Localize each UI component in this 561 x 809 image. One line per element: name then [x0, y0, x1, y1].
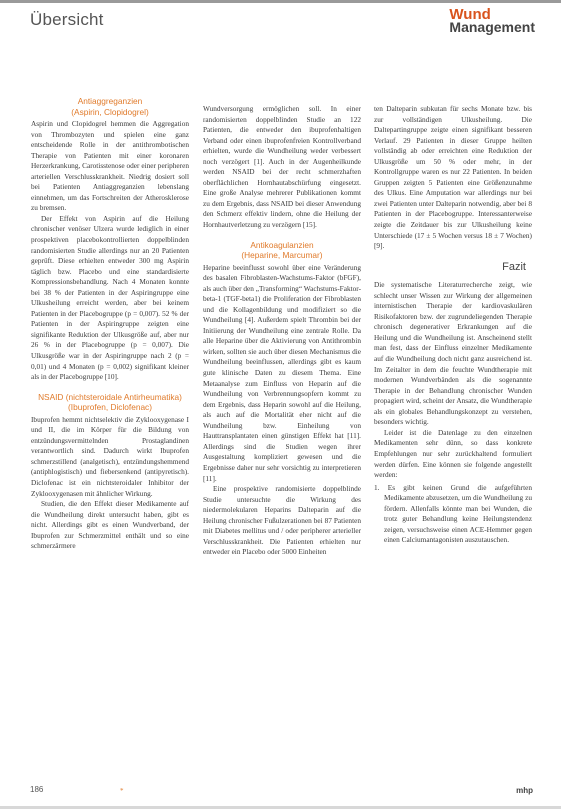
publisher-logo: mhp — [516, 786, 533, 795]
journal-logo — [449, 8, 535, 34]
text-column-3 — [374, 104, 532, 546]
paragraph: Ibuprofen hemmt nichtselektiv die Zyklooxygenase I und II, die im Körper für die Bildung von entzündungsvermittelnden Prostaglandinen verantwortlich sind. Dadurch wirkt Ibuprofen schmerzstillend (analgetisch), entzündungshemmend (antiphlogistisch) und fiebersenkend (antipyretisch). Diclofenac ist ein nichtsteroidaler Inhibitor der Zyklooxygenasen mit ähnlicher Wirkung. — [31, 414, 189, 498]
top-rule — [0, 0, 561, 3]
section-title: Übersicht — [30, 10, 104, 29]
page-number: 186 — [30, 785, 44, 794]
recommendation-list — [374, 483, 532, 546]
heading-antikoagulanzien: Antikoagulanzien (Heparine, Marcumar) — [241, 239, 323, 261]
logo-management: Management — [449, 19, 535, 35]
paragraph: Studien, die den Effekt dieser Medikamente auf die Wundheilung direkt untersucht haben, gibt es nicht. Allerdings gibt es einen Wundverband, der Ibuprofen zur Schmerzmittel enthält und so eine schmerzärmere — [31, 499, 189, 551]
paragraph: Die systematische Literaturrecherche zeigt, wie schlecht unser Wissen zur Wirkung der allgemeinen internistischen Therapie der kardiovaskulären Risikofaktoren bzw. der zugrundeliegenden Therapie chronisch degenerativer Erkrankungen auf die Heilung und die Wundheilung ist. Anscheinend stellt man fest, dass der Einfluss einzelner Medikamente auf die Wundheilung doch nicht ganz ausreichend ist. Im Zeitalter in dem die feuchte Wundtherapie mit modernen Wundverbänden als die sogenannte Therapie in der Behandlung chronischer Wunden propagiert wird, scheint der Ansatz, die Wundtherapie als ein globales Behandlungskonzept zu verstehen, besonders wichtig. — [374, 280, 532, 427]
logo-wund: Wund — [449, 6, 491, 23]
heading-antiaggreganzien: Antiaggreganzien (Aspirin, Clopidogrel) — [71, 96, 149, 117]
paragraph: Aspirin und Clopidogrel hemmen die Aggregation von Thrombozyten und spielen eine ganz entscheidende Rolle in der antithrombotischen Therapie von Patienten mit einer koronaren Herzerkrankung, Carotisstenose oder einer peripheren arteriellen Verschlusskrankheit. Niedrig dosiert soll bei Patienten Antiaggreganzien lebenslang einnehmen, um das Fortschreiten der Atherosklerose zu bremsen. — [31, 119, 189, 213]
heading-fazit: Fazit — [502, 260, 526, 273]
heading-nsaid: NSAID (nichtsteroidale Antirheumatika) (Ibuprofen, Diclofenac) — [38, 391, 182, 413]
paragraph: Eine prospektive randomisierte doppelblinde Studie untersuchte die Wirkung des niedermolekularen Heparins Dalteparin auf die Heilung chronischer Fußulzerationen bei 87 Patienten mit Diabetes mellitus und / oder peripherer arterieller Verschlusskrankheit. Die Patienten erhielten nur entweder ein Placebo oder 5000 Einheiten — [203, 484, 361, 557]
paragraph: Wundversorgung ermöglichen soll. In einer randomisierten doppelblinden Studie an 122 Patienten, die entweder den ibuprofenhaltigen Verband oder einen ibuprofenfreien Kontrollverband erhielten, wurde die Wundheilung weder verbessert noch verzögert [1]. Auch in der Augenheilkunde werden NSAID bei der recht schmerzhaften oberflächlichen Hornhautabschürfung eingesetzt. Eine große Analyse mehrerer Publikationen kommt zu dem Ergebnis, dass NSAID bei dieser Anwendung den Schmerz effektiv lindern, ohne die Heilung der Hornhautverletzung zu verzögern [15]. — [203, 104, 361, 230]
text-column-2 — [203, 104, 361, 558]
paragraph: Leider ist die Datenlage zu den einzelnen Medikamenten sehr dünn, so dass konkrete Empfehlungen nur sehr zurückhaltend formuliert werden dürfen. Eine können sie folgende angestellt werden: — [374, 427, 532, 480]
paragraph: ten Dalteparin subkutan für sechs Monate bzw. bis zur vollständigen Ulkusheilung. Die Daltepartingruppe zeigte einen signifikant besseren Verlauf. 29 Patienten in dieser Gruppe heilten vollständig ab oder erreichten eine Reduktion der Ulkusgröße um 50 % oder mehr, in der Kontrollgruppe waren es nur 22 Patienten. In beiden Gruppen zeigten 5 Patienten eine Größenzunahme des Ulkus. Eine Amputation war allerdings nur bei zwei Patienten unter Dalteparin notwendig, aber bei 8 Patienten in der Placebogruppe. Interessanterweise zeigte die Zeitdauer bis zur Ulkusheilung keine Unterschiede (17 ± 5 Wochen versus 18 ± 7 Wochen) [9]. — [374, 104, 532, 251]
paragraph: Heparine beeinflusst sowohl über eine Veränderung des basalen Fibroblasten-Wachstums-Faktor (bFGF), als auch über den „Transforming“ Wachstums-Faktor-beta-1 (TGF-beta1) die Proliferation der Fibroblasten und die Kollagenbildung und modifiziert so die Wundheilung [4]. Außerdem spielt Thrombin bei der Initiierung der Wundheilung eine zentrale Rolle. Da alle Heparine über die Aktivierung von Antithrombin wirken, sollten sie auch über diesen Mechanismus die Wundheilung beeinflussen, allerdings gibt es kaum gute klinische Daten zu diesem Thema. Eine Metaanalyse zum Einfluss von Heparin auf die Wundheilung von Verbrennungsopfern kommt zu dem Ergebnis, dass Heparin sowohl auf die Heilung, als auch auf die Mortalität eher nicht auf die Wundheilung bzw. Einheilung von Hauttransplantaten einen günstigen Effekt hat [11]. Allerdings sind die Studien wegen ihrer Ausgestaltung kompliziert gewesen und die Ergebnisse daher nur sehr vorsichtig zu interpretieren [11]. — [203, 262, 361, 483]
paragraph: Der Effekt von Aspirin auf die Heilung chronischer venöser Ulzera wurde lediglich in einer prospektiven placebokontrollierten doppelblinden randomisierten Studie allerdings nur an 20 Patienten geprüft. Diese erhielten entweder 300 mg Aspirin täglich bzw. Placebo und eine standardisierte Kompressionsbehandlung. Nach 4 Monaten konnte bei 38 % der Patienten in der Aspiringruppe eine Ulkusheilung erreicht werden, aber bei keinem Patienten in der Placebogruppe (p = 0,007). 52 % der Patienten in der Aspiringruppe zeigten eine signifikante Reduktion der Ulkusgröße auf, aber nur 26 % in der Placebogruppe (p = 0,007). Die Ulkusgröße war in der Aspiringruppe nach 2 (p = 0,01) und 4 Monaten (p = 0,002) signifikant kleiner als in der Placebogruppe [10]. — [31, 213, 189, 382]
text-column-1 — [31, 96, 189, 552]
footer-mark: * — [120, 787, 124, 795]
list-item: 1. Es gibt keinen Grund die aufgeführten Medikamente abzusetzen, um die Wundheilung zu fördern. Allenfalls könnte man bei Wunden, die trotz guter Behandlung keine Heilungstendenz zeigen, versuchsweise einen ACE-Hemmer gegen einen Calciumantagonisten auszutauschen. — [374, 482, 532, 545]
